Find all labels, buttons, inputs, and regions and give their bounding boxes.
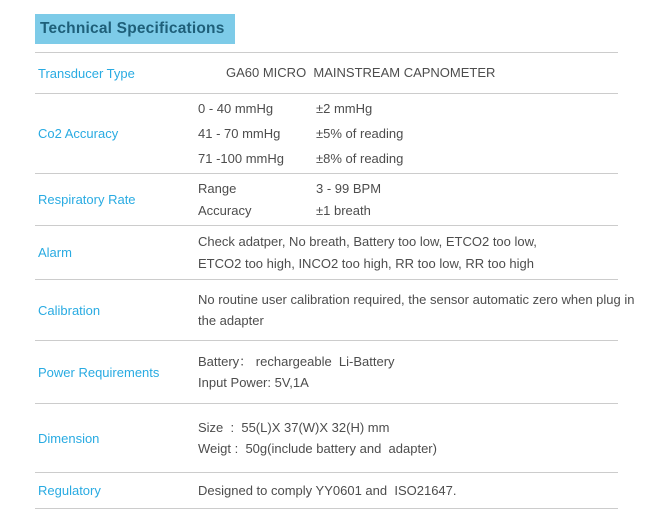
- spec-value-line: Check adatper, No breath, Battery too low, ETCO2 too low,: [198, 234, 537, 249]
- spec-range: 71 -100 mmHg: [198, 151, 284, 166]
- spec-label-power-requirements: Power Requirements: [38, 364, 160, 380]
- spec-value-pair: [198, 200, 381, 222]
- spec-value-pair: [198, 178, 381, 200]
- spec-accuracy: ±5% of reading: [316, 126, 404, 141]
- spec-value-line: Battery： rechargeable Li-Battery: [198, 353, 395, 369]
- spec-content: [198, 178, 381, 222]
- spec-label-dimension: Dimension: [38, 430, 100, 446]
- spec-label-calibration: Calibration: [38, 302, 101, 318]
- spec-content: [198, 480, 457, 502]
- spec-value-line: Input Power: 5V,1A: [198, 375, 309, 390]
- spec-label-co2-accuracy: Co2 Accuracy: [38, 126, 119, 141]
- spec-value-line: ETCO2 too high, INCO2 too high, RR too low, RR too high: [198, 255, 535, 271]
- spec-range: 41 - 70 mmHg: [198, 126, 281, 141]
- spec-value-pair: [198, 96, 403, 121]
- spec-row-regulatory: [35, 473, 618, 509]
- spec-value-line: Size : 55(L)X 37(W)X 32(H) mm: [198, 419, 390, 435]
- spec-row-power-requirements: [35, 341, 618, 404]
- spec-key: Accuracy: [198, 202, 252, 218]
- spec-row-transducer-type: [35, 53, 618, 94]
- spec-content: [198, 231, 537, 274]
- spec-range: 0 - 40 mmHg: [198, 101, 274, 116]
- spec-row-dimension: [35, 404, 618, 473]
- spec-key: Range: [198, 180, 237, 196]
- spec-label-regulatory: Regulatory: [38, 483, 101, 498]
- page-title: Technical Specifications: [35, 14, 235, 44]
- spec-value: ±1 breath: [316, 202, 371, 218]
- spec-row-alarm: [35, 226, 618, 280]
- spec-value-line: Designed to comply YY0601 and ISO21647.: [198, 482, 457, 498]
- spec-row-co2-accuracy: [35, 94, 618, 174]
- spec-value-pair: [198, 146, 403, 171]
- spec-label-transducer-type: Transducer Type: [38, 65, 135, 81]
- spec-content: [198, 351, 395, 394]
- spec-content: [198, 96, 403, 171]
- spec-accuracy: ±8% of reading: [316, 151, 404, 166]
- spec-content: [198, 62, 495, 84]
- spec-row-respiratory-rate: [35, 174, 618, 226]
- spec-label-alarm: Alarm: [38, 245, 72, 260]
- spec-content: [198, 417, 437, 460]
- spec-value-line: the adapter: [198, 313, 264, 328]
- spec-value-line: Weigt : 50g(include battery and adapter): [198, 441, 437, 456]
- spec-value-line: No routine user calibration required, the sensor automatic zero when plug in: [198, 291, 635, 307]
- spec-value-line: GA60 MICRO MAINSTREAM CAPNOMETER: [226, 65, 496, 81]
- spec-table: [35, 52, 635, 509]
- spec-row-calibration: [35, 280, 635, 341]
- spec-accuracy: ±2 mmHg: [316, 101, 373, 116]
- spec-value-pair: [198, 121, 403, 146]
- spec-content: [198, 289, 634, 332]
- spec-value: 3 - 99 BPM: [316, 180, 382, 196]
- spec-label-respiratory-rate: Respiratory Rate: [38, 192, 136, 207]
